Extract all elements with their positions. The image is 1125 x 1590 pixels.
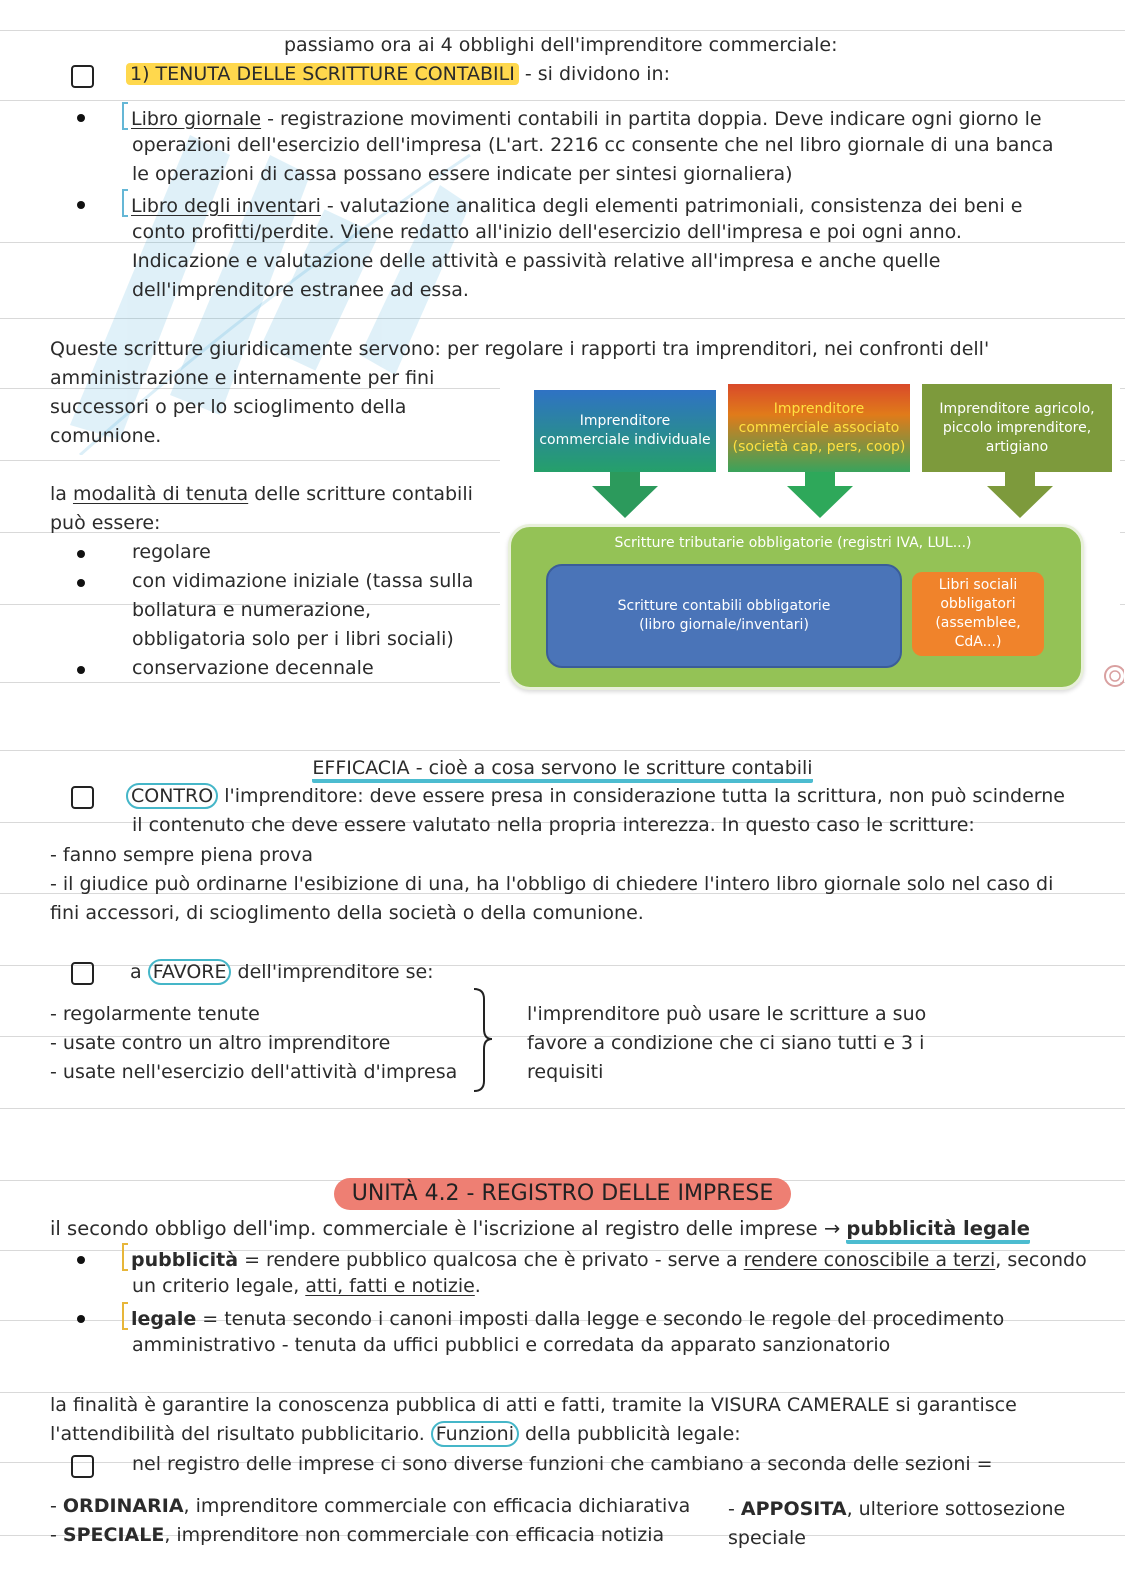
pubblicita-l2-end: . [474, 1275, 481, 1297]
diagram-side-box [912, 572, 1044, 656]
section1-title: 1) TENUTA DELLE SCRITTURE CONTABILI [126, 63, 519, 85]
modality-line1 [50, 480, 473, 509]
favore-result-l2: favore a condizione che ci siano tutti e 3 i [527, 1032, 925, 1054]
modality-conservazione: conservazione decennale [132, 657, 374, 679]
funzioni-word: Funzioni [431, 1421, 519, 1447]
modality-vidimazione-l3: obbligatoria solo per i libri sociali) [132, 628, 454, 650]
modality-regolare: regolare [132, 541, 211, 563]
bracket-mark [122, 189, 128, 217]
checkbox[interactable] [71, 1455, 94, 1478]
finalita-end: della pubblicità legale: [518, 1423, 741, 1445]
diagram-inner-box [546, 564, 902, 668]
bullet [77, 666, 85, 674]
pubblicita-text-end: , secondo [995, 1249, 1087, 1271]
diagram-inner-label: Scritture contabili obbligatorie (libro giornale/inventari) [617, 598, 831, 633]
checkbox[interactable] [71, 65, 94, 88]
libro-inventari-line4: dell'imprenditore estranee ad essa. [132, 279, 469, 301]
curly-brace [470, 985, 492, 1095]
diagram-box-associato-l3: (società cap, pers, coop) [732, 438, 906, 455]
pubblicita-text: = rendere pubblico qualcosa che è privato - serve a [238, 1249, 744, 1271]
bullet [77, 1315, 85, 1323]
legale-line1 [122, 1302, 1004, 1334]
efficacia-title-wrap [0, 753, 1125, 783]
legale-line2: amministrativo - tenuta da uffici pubblici e corredata da apparato sanzionatorio [132, 1334, 891, 1356]
diagram-box-individuale-label: Imprenditore commerciale individuale [539, 413, 711, 448]
purpose-line2: amministrazione e internamente per fini [50, 367, 435, 389]
pubblicita-l2-underlined: atti, fatti e notizie [305, 1275, 475, 1297]
arrow-down-icon [787, 472, 853, 518]
efficacia-d2-l2: fini accessori, di scioglimento della società o della comunione. [50, 902, 644, 924]
speciale-line: - SPECIALE, imprenditore non commerciale con efficacia notizia [50, 1524, 665, 1546]
ordinaria-text: , imprenditore commerciale con efficacia dichiarativa [183, 1495, 691, 1517]
purpose-line4: comunione. [50, 425, 162, 447]
legale-word: legale [131, 1308, 197, 1330]
pubblicita-l2-text: un criterio legale, [132, 1275, 306, 1297]
pubblicita-underlined: rendere conoscibile a terzi [743, 1249, 996, 1271]
unit-title: UNITÀ 4.2 - REGISTRO DELLE IMPRESE [334, 1178, 792, 1210]
diagram-box-associato-l2: commerciale associato [738, 419, 900, 436]
diagram-outer-label: Scritture tributarie obbligatorie (registri IVA, LUL...) [614, 534, 972, 551]
favore-result-l1: l'imprenditore può usare le scritture a suo [527, 1003, 927, 1025]
bullet [77, 550, 85, 558]
arrow-down-icon [987, 472, 1053, 518]
finalita-text: l'attendibilità del risultato pubblicitario. [50, 1423, 431, 1445]
intro-text: passiamo ora ai 4 obblighi dell'imprenditore commerciale: [284, 34, 838, 56]
unit-intro [50, 1214, 1030, 1243]
libro-giornale-line2: operazioni dell'esercizio dell'impresa (L'art. 2216 cc consente che nel libro giornale di una banca [132, 134, 1054, 156]
favore-post: dell'imprenditore se: [231, 961, 434, 983]
modality-vidimazione-l1: con vidimazione iniziale (tassa sulla [132, 570, 474, 592]
favore-pre: a [130, 961, 148, 983]
pubblicita-line2 [132, 1272, 481, 1301]
diagram-box-associato [728, 384, 910, 472]
contro-word: CONTRO [126, 783, 218, 809]
ordinaria-line: - ORDINARIA, imprenditore commerciale con efficacia dichiarativa [50, 1495, 691, 1517]
diagram-box-associato-l1: Imprenditore [773, 400, 865, 417]
checkbox[interactable] [71, 786, 94, 809]
seal-stamp [1102, 662, 1124, 692]
finalita-line2 [50, 1420, 741, 1449]
favore-line [130, 958, 434, 987]
purpose-line3: successori o per lo scioglimento della [50, 396, 407, 418]
libro-inventari-line2: conto profitti/perdite. Viene redatto all'inizio dell'esercizio dell'impresa e poi ogni anno. [132, 221, 962, 243]
bullet [77, 201, 85, 209]
section1-suffix: - si dividono in: [518, 63, 670, 85]
requisito-3: - usate nell'esercizio dell'attività d'impresa [50, 1061, 458, 1083]
bracket-mark [122, 1243, 128, 1271]
efficacia-title: EFFICACIA - cioè a cosa servono le scritture contabili [312, 757, 812, 783]
libro-inventari-title: Libro degli inventari [131, 195, 321, 217]
purpose-line1: Queste scritture giuridicamente servono: per regolare i rapporti tra imprenditori, nei confronti dell' [50, 338, 990, 360]
sezioni-line: nel registro delle imprese ci sono diverse funzioni che cambiano a seconda delle sezioni = [132, 1453, 993, 1475]
modality-post: delle scritture contabili [248, 483, 473, 505]
libro-inventari-desc: - valutazione analitica degli elementi patrimoniali, consistenza dei beni e [320, 195, 1023, 217]
unit-intro-strong: pubblicità legale [846, 1217, 1030, 1244]
libro-inventari-line1 [122, 189, 1022, 221]
pubblicita-line1 [122, 1243, 1087, 1275]
diagram [500, 380, 1120, 700]
libro-giornale-line3: le operazioni di cassa possano essere indicate per sintesi giornaliera) [132, 163, 793, 185]
favore-result-l3: requisiti [527, 1061, 604, 1083]
bracket-mark [122, 1302, 128, 1330]
modality-vidimazione-l2: bollatura e numerazione, [132, 599, 371, 621]
modality-underlined: modalità di tenuta [72, 483, 249, 505]
contro-line2: il contenuto che deve essere valutato nella propria interezza. In questo caso le scritture: [132, 814, 975, 836]
bracket-mark [122, 102, 128, 130]
unit-title-wrap [0, 1178, 1125, 1210]
libro-giornale-desc: - registrazione movimenti contabili in partita doppia. Deve indicare ogni giorno le [261, 108, 1042, 130]
bullet [77, 579, 85, 587]
efficacia-d2-l1: - il giudice può ordinarne l'esibizione di una, ha l'obbligo di chiedere l'intero libro giornale solo nel caso di [50, 873, 1054, 895]
favore-word: FAVORE [148, 959, 232, 985]
diagram-side-label: Libri sociali obbligatori (assemblee, CdA...) [935, 577, 1021, 650]
libro-inventari-line3: Indicazione e valutazione delle attività e passività relative all'impresa e anche quelle [132, 250, 941, 272]
contro-text: l'imprenditore: deve essere presa in considerazione tutta la scrittura, non può scinderne [218, 785, 1065, 807]
diagram-box-agricolo [922, 384, 1112, 472]
modality-line2: può essere: [50, 512, 161, 534]
arrow-down-icon [592, 472, 658, 518]
pubblicita-word: pubblicità [131, 1249, 239, 1271]
finalita-line1: la finalità è garantire la conoscenza pubblica di atti e fatti, tramite la VISURA CAMERALE si garantisce [50, 1394, 1017, 1416]
contro-line1 [126, 782, 1065, 811]
speciale-word: SPECIALE [62, 1524, 165, 1546]
legale-text: = tenuta secondo i canoni imposti dalla legge e secondo le regole del procedimento [196, 1308, 1005, 1330]
apposita-line: - APPOSITA, ulteriore sottosezione [728, 1498, 1066, 1520]
speciale-text: , imprenditore non commerciale con efficacia notizia [164, 1524, 665, 1546]
unit-intro-text: il secondo obbligo dell'imp. commerciale è l'iscrizione al registro delle imprese → [50, 1217, 847, 1240]
checkbox[interactable] [71, 962, 94, 985]
ordinaria-word: ORDINARIA [62, 1495, 184, 1517]
requisito-1: - regolarmente tenute [50, 1003, 260, 1025]
apposita-text: , ulteriore sottosezione [846, 1498, 1066, 1520]
modality-pre: la [50, 483, 73, 505]
libro-giornale-line1 [122, 102, 1042, 134]
bullet [77, 1256, 85, 1264]
diagram-box-agricolo-label: Imprenditore agricolo, piccolo imprenditore, artigiano [939, 400, 1095, 455]
efficacia-d1: - fanno sempre piena prova [50, 844, 313, 866]
diagram-arrows [500, 472, 1120, 524]
requisito-2: - usate contro un altro imprenditore [50, 1032, 391, 1054]
libro-giornale-title: Libro giornale [131, 108, 262, 130]
diagram-box-individuale [534, 390, 716, 472]
bullet [77, 114, 85, 122]
apposita-line2: speciale [728, 1527, 806, 1549]
section1-heading [126, 60, 670, 89]
apposita-word: APPOSITA [740, 1498, 847, 1520]
